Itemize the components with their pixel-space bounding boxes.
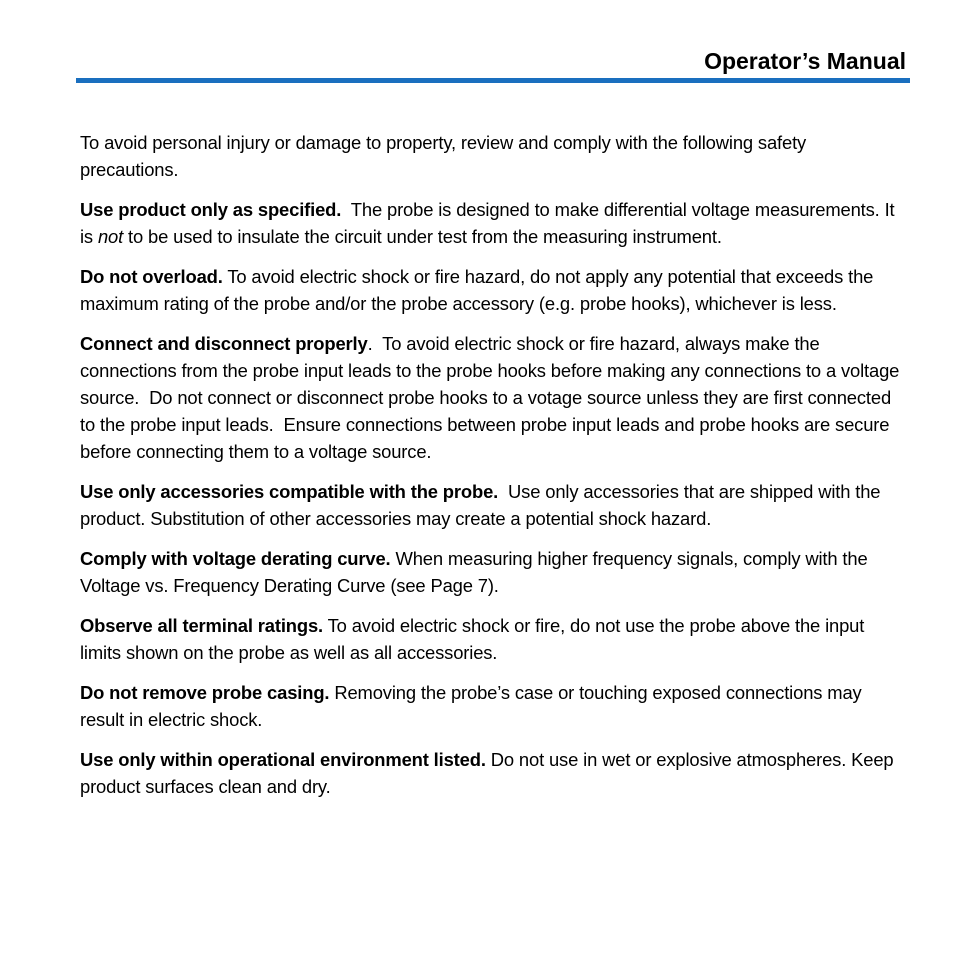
intro-paragraph: To avoid personal injury or damage to property, review and comply with the following safety precautions. — [80, 132, 807, 180]
precaution-compatible-accessories — [80, 478, 908, 532]
precaution-terminal-ratings — [80, 612, 908, 666]
precaution-heading: Use only accessories compatible with the probe. — [80, 481, 499, 502]
precaution-text: When measuring higher frequency signals, comply with the Voltage vs. Frequency Derating Curve (see Page 7). — [80, 548, 868, 596]
precaution-text: Do not use in wet or explosive atmospheres. Keep product surfaces clean and dry. — [80, 749, 894, 797]
precaution-text: The probe is designed to make differential voltage measurements. It is — [80, 199, 900, 247]
precaution-text: Use only accessories that are shipped with the product. Substitution of other accessories may create a potential shock hazard. — [80, 481, 886, 529]
precaution-use-as-specified — [80, 196, 908, 250]
precaution-heading: Comply with voltage derating curve. — [80, 548, 391, 569]
precaution-heading: Do not overload. — [80, 266, 223, 287]
precaution-heading: Do not remove probe casing. — [80, 682, 330, 703]
precaution-connect-disconnect — [80, 330, 908, 465]
precaution-derating-curve — [80, 545, 908, 599]
precaution-text: Removing the probe’s case or touching exposed connections may result in electric shock. — [80, 682, 862, 730]
header-divider — [76, 78, 910, 83]
precaution-text: . To avoid electric shock or fire hazard, always make the connections from the probe input leads to the probe hooks before making any connections to a voltage source. Do not connect or disconnect probe hooks to a votage source unless they are first connected to the probe input leads. Ensure connections between probe input leads and probe hooks are secure before connecting them to a voltage source. — [80, 333, 905, 462]
page-header-title: Operator’s Manual — [704, 48, 906, 74]
precaution-heading: Observe all terminal ratings. — [80, 615, 323, 636]
precaution-text: To avoid electric shock or fire, do not use the probe above the input limits shown on the probe as well as all accessories. — [80, 615, 865, 663]
safety-precautions-section — [80, 129, 908, 813]
precaution-operational-environment — [80, 746, 908, 800]
precaution-emphasis: not — [97, 226, 124, 247]
precaution-text: To avoid electric shock or fire hazard, do not apply any potential that exceeds the maximum rating of the probe and/or the probe accessory (e.g. probe hooks), whichever is less. — [80, 266, 874, 314]
precaution-heading: Use product only as specified. — [80, 199, 342, 220]
precaution-heading: Use only within operational environment listed. — [80, 749, 486, 770]
precaution-heading: Connect and disconnect properly — [80, 333, 368, 354]
precaution-probe-casing — [80, 679, 908, 733]
precaution-text: to be used to insulate the circuit under test from the measuring instrument. — [123, 226, 722, 247]
precaution-do-not-overload — [80, 263, 908, 317]
